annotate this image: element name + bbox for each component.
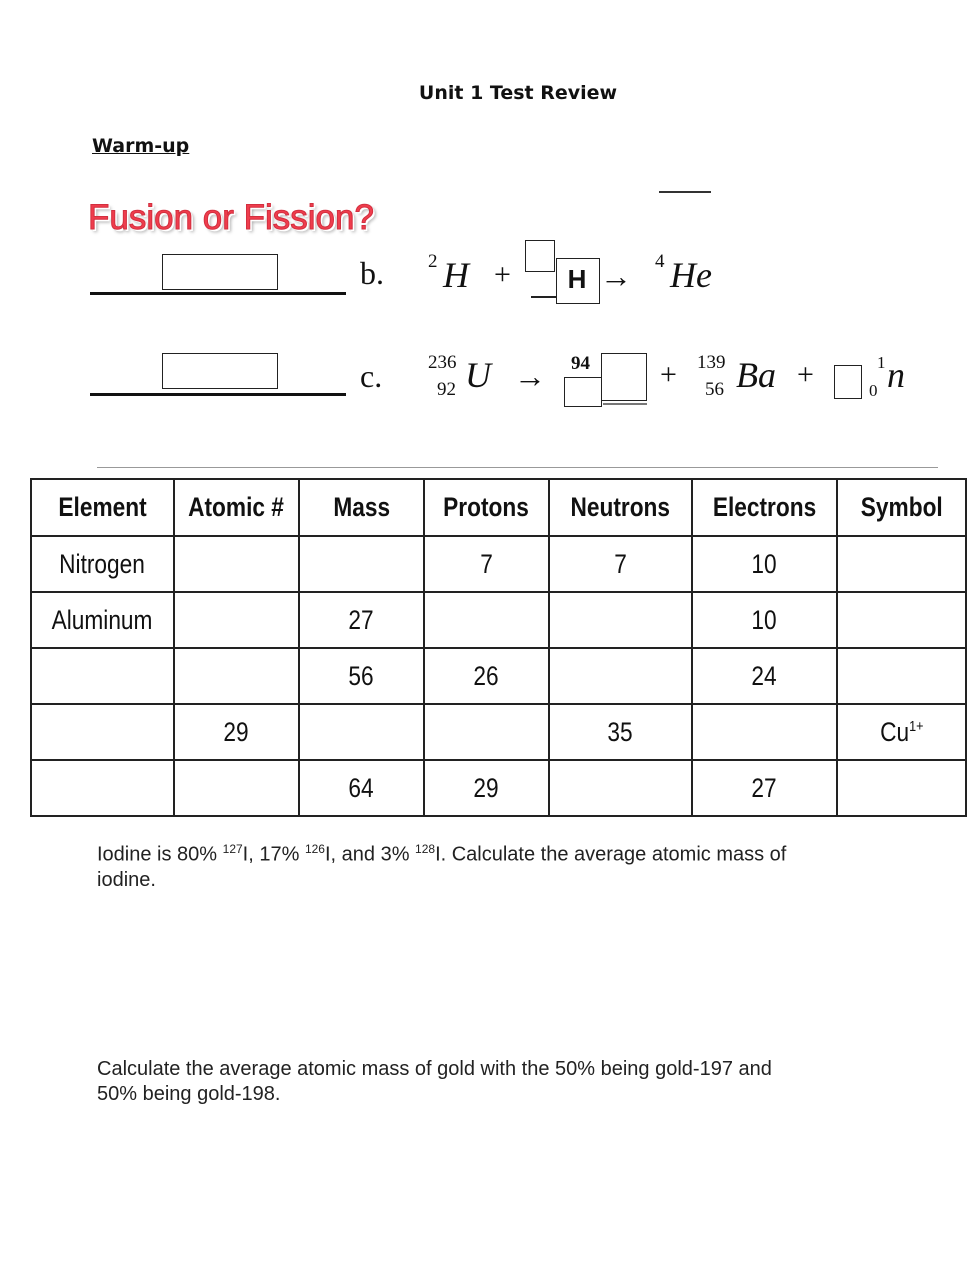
blank-line (659, 191, 711, 193)
table-cell[interactable] (299, 536, 424, 592)
product-atomic-box[interactable] (564, 377, 602, 407)
table-cell[interactable] (174, 648, 299, 704)
he-mass-number: 4 (655, 251, 665, 272)
u-mass-number: 236 (428, 352, 457, 373)
gold-question-line-2: 50% being gold-198. (97, 1083, 281, 1105)
page-title: Unit 1 Test Review (418, 82, 618, 104)
table-cell[interactable] (837, 536, 966, 592)
table-cell[interactable] (837, 592, 966, 648)
table-cell: 10 (692, 536, 837, 592)
table-cell: 10 (692, 592, 837, 648)
table-cell: Nitrogen (31, 536, 174, 592)
table-cell[interactable] (31, 648, 174, 704)
answer-box-c[interactable] (162, 353, 278, 389)
ba-atomic-number: 56 (705, 379, 724, 400)
table-cell[interactable] (31, 760, 174, 816)
table-cell: 29 (424, 760, 549, 816)
h2-symbol: H (443, 255, 469, 295)
n-mass-number: 1 (877, 353, 886, 372)
table-cell[interactable] (837, 760, 966, 816)
u-atomic-number: 92 (437, 379, 456, 400)
table-cell: 7 (424, 536, 549, 592)
gold-question-line-1: Calculate the average atomic mass of gold with the 50% being gold-197 and (97, 1058, 772, 1080)
h2-mass-number: 2 (428, 251, 438, 272)
column-header: Symbol (837, 479, 966, 536)
column-header: Element (31, 479, 174, 536)
table-cell[interactable] (692, 704, 837, 760)
he-symbol: He (670, 255, 712, 295)
table-cell[interactable] (549, 648, 692, 704)
answer-line-c (90, 393, 346, 396)
column-header: Protons (424, 479, 549, 536)
fusion-fission-heading: Fusion or Fission? (88, 198, 374, 237)
u-symbol: U (465, 355, 491, 395)
table-cell (837, 704, 966, 760)
table-cell: 29 (174, 704, 299, 760)
product-box-shadow (603, 403, 647, 405)
iodine-question-line-2: iodine. (97, 868, 156, 891)
table-cell[interactable] (31, 704, 174, 760)
table-header-row (31, 479, 966, 536)
product-symbol-box[interactable] (601, 353, 647, 401)
table-cell[interactable] (174, 760, 299, 816)
unknown-symbol: H (567, 264, 587, 294)
table-cell: 56 (299, 648, 424, 704)
section-heading-warmup: Warm-up (92, 135, 190, 157)
reaction-arrow-c: → (514, 358, 546, 394)
product-mass-number: 94 (571, 353, 590, 374)
column-header: Atomic # (174, 479, 299, 536)
table-cell[interactable] (837, 648, 966, 704)
iodine-question-line-1: Iodine is 80% $^{127}$I, 17% $^{126}$I, and 3% $^{128}$I. Calculate the average atomic mass of (97, 842, 787, 866)
table-cell: 64 (299, 760, 424, 816)
cu-charge: 1+ (908, 717, 924, 735)
table-cell: 27 (692, 760, 837, 816)
table-cell: 7 (549, 536, 692, 592)
table-row (31, 648, 966, 704)
plus-sign: + (494, 258, 511, 291)
plus-sign-c2: + (797, 358, 814, 391)
table-cell: Aluminum (31, 592, 174, 648)
table-cell: 26 (424, 648, 549, 704)
table-row (31, 704, 966, 760)
ba-symbol: Ba (736, 355, 776, 395)
unknown-atomic-box-edge (531, 296, 557, 298)
iodine-question (97, 837, 786, 893)
table-cell[interactable] (299, 704, 424, 760)
n-atomic-number: 0 (869, 381, 878, 400)
table-cell: 35 (549, 704, 692, 760)
table-cell: 27 (299, 592, 424, 648)
ba-mass-number: 139 (697, 352, 726, 373)
answer-line-b (90, 292, 346, 295)
column-header: Electrons (692, 479, 837, 536)
n-symbol: n (887, 355, 905, 395)
equation-c-label: c. (360, 358, 383, 394)
reaction-arrow: → (600, 258, 632, 294)
column-header: Mass (299, 479, 424, 536)
table-row (31, 536, 966, 592)
neutron-coefficient-box[interactable] (834, 365, 862, 399)
table-row (31, 592, 966, 648)
table-cell[interactable] (424, 704, 549, 760)
plus-sign-c1: + (660, 358, 677, 391)
equation-b-label: b. (360, 255, 384, 291)
table-cell[interactable] (174, 592, 299, 648)
divider (97, 467, 938, 468)
table-cell[interactable] (549, 592, 692, 648)
table-cell: 24 (692, 648, 837, 704)
answer-box-b[interactable] (162, 254, 278, 290)
table-cell[interactable] (424, 592, 549, 648)
unknown-mass-box[interactable] (525, 240, 555, 272)
table-cell[interactable] (174, 536, 299, 592)
column-header: Neutrons (549, 479, 692, 536)
cu-symbol: Cu (879, 716, 909, 747)
table-row (31, 760, 966, 816)
gold-question (97, 1057, 772, 1107)
table-cell[interactable] (549, 760, 692, 816)
atom-data-table (30, 478, 967, 817)
